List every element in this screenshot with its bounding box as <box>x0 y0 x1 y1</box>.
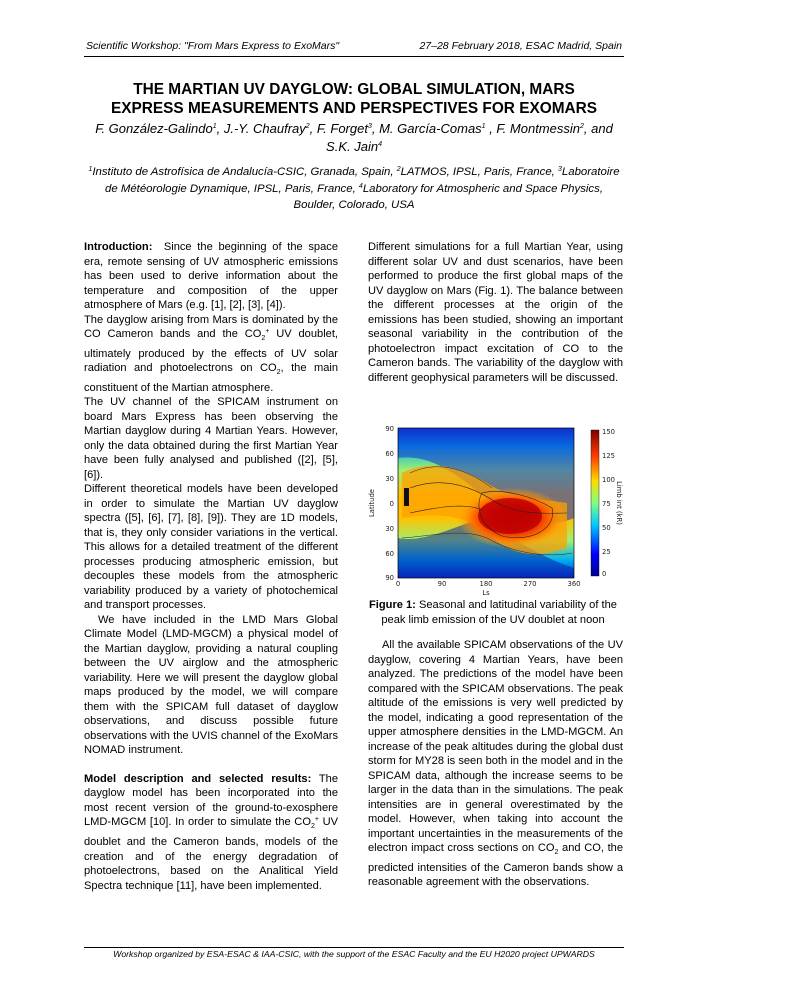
x-tick: 180 <box>479 580 493 588</box>
intro-text-2d: UV doublet, ultimately produced by the effects of UV solar radiation and photoelectrons on CO <box>84 328 338 375</box>
running-header-right: 27–28 February 2018, ESAC Madrid, Spain <box>419 40 622 52</box>
author-6-affil: 4 <box>378 140 382 148</box>
cb-tick: 0 <box>602 570 607 578</box>
intro-sup-plus: + <box>265 328 270 335</box>
y-tick: 30 <box>385 525 394 533</box>
y-ticks <box>385 425 394 582</box>
affil-3: Laboratoire de Météorologie Dynamique, IPSL, Paris, France, <box>105 166 620 195</box>
cb-tick: 150 <box>602 428 615 436</box>
spicam-sub: 2 <box>554 849 559 857</box>
author-4-affil: 1 <box>481 123 486 130</box>
x-tick: 0 <box>395 580 401 588</box>
spicam-text-3: and CO, the predicted intensities of the Cameron bands show a reasonable agreement with the observations. <box>368 842 623 889</box>
model-text-a: The dayglow model has been incorporated into the most recent version of the ground-to-exosphere LMD-MGCM [10]. In order to simulate the CO <box>84 772 338 829</box>
author-5: , F. Montmessin <box>485 121 580 136</box>
figure-caption-text: Seasonal and latitudinal variability of the peak limb emission of the UV doublet at noon <box>381 599 617 626</box>
colorbar-ticks <box>602 428 615 578</box>
footer-note: Workshop organized by ESA-ESAC & IAA-CSIC, with the support of the ESAC Faculty and the EU H2020 project UPWARDS <box>113 949 595 959</box>
intro-para-1 <box>84 240 338 313</box>
header-rule <box>84 56 624 57</box>
author-1: F. González-Galindo <box>95 121 213 136</box>
intro-para-4: Different theoretical models have been developed in order to simulate the Martian UV dayglow spectra ([5], [6], [7], [8], [9]). They are 1D models, that is, they only consider variations in the vertical. This allows for a detailed treatment of the different processes producing atmospheric emission, but decouples these models from the atmospheric variability produced by a variety of photochemical and transport processes. <box>84 483 338 612</box>
cb-tick: 100 <box>602 476 615 484</box>
cb-tick: 50 <box>602 524 611 532</box>
intro-para-5: We have included in the LMD Mars Global Climate Model (LMD-MGCM) a physical model of the Martian dayglow, providing a natural coupling between the UV airglow and the atmospheric variability. Here we will present the dayglow global maps produced by the model, we will compare them with the SPICAM full dataset of dayglow observations, and discuss possible future observations with the UVIS channel of the ExoMars NOMAD instrument. <box>84 613 338 757</box>
author-2-affil: 2 <box>305 123 310 130</box>
x-axis-label: Ls <box>482 589 490 597</box>
spicam-text-1: All the available SPICAM observations of the UV dayglow, covering 4 Martian Years, have been analyzed. The predictions of the model have been compared with the SPICAM observations. The peak altitude of the emissions is very well predicted by the model, indicating a good representation of the upper atmosphere densities in the LMD-MGCM. An increase of the peak altitudes during the global dust storm for MY28 is seen both in the model and in the SPICAM data, although the increase seems to be larger in the data than in the simulations. The peak intensities are in general overestimated by the model. However, when taking into account the important uncertainties in the measurements of the electron impact cross sections on CO <box>368 639 623 854</box>
x-ticks <box>396 580 581 588</box>
author-2: , J.-Y. Chaufray <box>216 121 306 136</box>
affil-4: Laboratory for Atmospheric and Space Physics, Boulder, Colorado, USA <box>293 182 603 211</box>
intro-text-1: Since the beginning of the space era, remote sensing of UV atmospheric emissions has been used to derive information about the temperature and composition of the upper atmosphere of Mars (e.g. [1], [2], [3], [4]). <box>84 241 338 311</box>
figure-label: Figure 1: <box>369 599 416 611</box>
author-6: , and S.K. Jain <box>326 121 613 154</box>
affil-4-num: 4 <box>358 182 363 190</box>
affiliations <box>84 164 624 214</box>
simulations-para: Different simulations for a full Martian Year, using different solar UV and dust scenarios, have been performed to produce the first global maps of the UV dayglow on Mars (Fig. 1). The balance between the different processes at the origin of the emissions has been studied, showing an important seasonal variability in the contribution of the photoelectron impact excitation of CO to the Cameron bands. The variability of the dayglow with different geophysical parameters will be discussed. <box>368 241 623 384</box>
intro-sub-2b: 2 <box>276 369 281 377</box>
cb-tick: 125 <box>602 452 615 460</box>
left-column <box>84 240 338 893</box>
affil-1: Instituto de Astrofísica de Andalucía-CSIC, Granada, Spain, <box>92 166 397 178</box>
title-line-1: THE MARTIAN UV DAYGLOW: GLOBAL SIMULATION, MARS <box>133 81 575 98</box>
y-tick: 0 <box>389 500 394 508</box>
model-sub: 2 <box>310 823 315 831</box>
author-1-affil: 1 <box>212 123 217 130</box>
author-3-affil: 3 <box>367 123 372 130</box>
intro-para-2 <box>84 313 338 396</box>
author-4: , M. García-Comas <box>371 121 482 136</box>
affil-2-num: 2 <box>396 166 401 173</box>
y-tick: 60 <box>385 550 394 558</box>
paper-title <box>84 80 624 118</box>
intro-heading: Introduction: <box>84 241 153 253</box>
figure-1-caption <box>362 598 624 627</box>
y-axis-label: Latitude <box>368 489 376 517</box>
x-tick: 360 <box>567 580 581 588</box>
y-tick: 90 <box>385 574 394 582</box>
affil-3-num: 3 <box>558 166 562 173</box>
model-heading: Model description and selected results: <box>84 772 312 785</box>
y-tick: 60 <box>385 450 394 458</box>
intro-para-3: The UV channel of the SPICAM instrument on board Mars Express has been observing the Martian dayglow during 4 Martian Years. However, only the data obtained during the first Martian Year have been fully analysed and published ([2], [5], [6]). <box>84 396 338 481</box>
model-text-d: UV doublet and the Cameron bands, models of the creation and of the energy degradation of photoelectrons, based on the Analitical Yield Spectra technique [11], have been implemented. <box>84 816 338 892</box>
y-tick: 30 <box>385 475 394 483</box>
affil-1-num: 1 <box>88 166 93 173</box>
author-3: , F. Forget <box>309 121 368 136</box>
intro-text-2f: , the main constituent of the Martian atmosphere. <box>84 362 339 394</box>
spicam-para <box>368 638 623 890</box>
right-column-top <box>368 240 623 385</box>
colorbar-label: Limb int (kR) <box>615 481 623 525</box>
x-tick: 90 <box>437 580 447 588</box>
intro-text-2a: The dayglow arising from Mars is dominated by the CO Cameron bands and the CO <box>84 313 338 340</box>
intro-sub-2: 2 <box>261 335 266 343</box>
running-header-left: Scientific Workshop: "From Mars Express to ExoMars" <box>86 40 340 52</box>
y-tick: 90 <box>385 425 394 433</box>
colorbar <box>591 430 599 576</box>
model-sup: + <box>314 816 319 824</box>
cb-tick: 75 <box>602 500 611 508</box>
cb-tick: 25 <box>602 548 611 556</box>
footer-rule <box>84 947 624 948</box>
affil-2: LATMOS, IPSL, Paris, France, <box>400 166 558 178</box>
title-line-2: EXPRESS MEASUREMENTS AND PERSPECTIVES FOR EXOMARS <box>110 100 598 117</box>
heatmap-field <box>398 428 574 578</box>
author-list <box>84 120 624 155</box>
author-5-affil: 2 <box>579 123 584 130</box>
figure-1-heatmap <box>362 418 622 598</box>
model-para-1 <box>84 772 338 893</box>
x-tick: 270 <box>523 580 537 588</box>
right-column-bottom <box>368 638 623 890</box>
